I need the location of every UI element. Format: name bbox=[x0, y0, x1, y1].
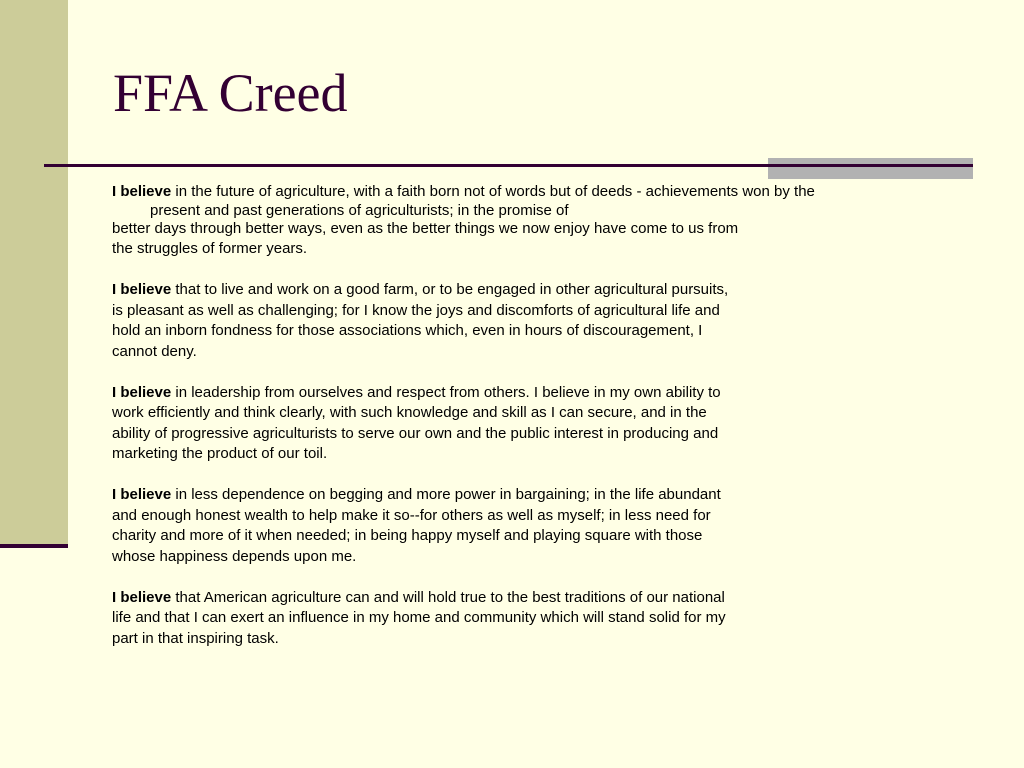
paragraph-line: marketing the product of our toil. bbox=[112, 445, 328, 462]
paragraph-line: charity and more of it when needed; in being happy myself and playing square with those bbox=[112, 527, 703, 544]
paragraph-line bbox=[112, 383, 942, 404]
paragraph-line: hold an inborn fondness for those associations which, even in hours of discouragement, I bbox=[112, 322, 703, 339]
creed-body bbox=[112, 182, 942, 670]
paragraph-lead: I believe bbox=[112, 183, 172, 200]
paragraph-line: cannot deny. bbox=[112, 342, 197, 360]
paragraph-line: is pleasant as well as challenging; for I know the joys and discomforts of agricultural life and bbox=[112, 301, 720, 319]
paragraph-text: in leadership from ourselves and respect from others. I believe in my own ability to bbox=[171, 383, 721, 401]
paragraph-lead: I believe bbox=[112, 588, 172, 606]
paragraph-text: in less dependence on begging and more power in bargaining; in the life abundant bbox=[171, 486, 721, 503]
paragraph-text: that American agriculture can and will hold true to the best traditions of our national bbox=[171, 588, 725, 606]
creed-paragraph-2 bbox=[112, 280, 942, 362]
creed-paragraph-3 bbox=[112, 383, 942, 465]
paragraph-line: present and past generations of agriculturists; in the promise of bbox=[150, 201, 569, 219]
decorative-gray-block bbox=[768, 158, 973, 179]
paragraph-line: better days through better ways, even as the better things we now enjoy have come to us from bbox=[112, 219, 739, 237]
paragraph-line bbox=[112, 182, 942, 203]
paragraph-line: and enough honest wealth to help make it so--for others as well as myself; in less need for bbox=[112, 506, 711, 524]
paragraph-line: whose happiness depends upon me. bbox=[112, 547, 357, 565]
paragraph-line: part in that inspiring task. bbox=[112, 629, 279, 647]
paragraph-line: the struggles of former years. bbox=[112, 240, 308, 257]
creed-paragraph-5 bbox=[112, 588, 942, 650]
creed-paragraph-4 bbox=[112, 485, 942, 567]
paragraph-text: in the future of agriculture, with a faith born not of words but of deeds - achievements won by the bbox=[171, 183, 815, 200]
left-accent-rule bbox=[0, 544, 68, 548]
paragraph-lead: I believe bbox=[112, 281, 172, 298]
paragraph-line bbox=[112, 280, 942, 301]
paragraph-line: work efficiently and think clearly, with such knowledge and skill as I can secure, and in the bbox=[112, 404, 707, 421]
left-accent-bar bbox=[0, 0, 68, 548]
paragraph-line: life and that I can exert an influence in my home and community which will stand solid for my bbox=[112, 609, 726, 626]
slide-title: FFA Creed bbox=[113, 63, 348, 123]
paragraph-line bbox=[112, 588, 942, 609]
paragraph-line bbox=[112, 485, 942, 506]
creed-paragraph-1 bbox=[112, 182, 942, 260]
paragraph-lead: I believe bbox=[112, 383, 172, 401]
paragraph-line: ability of progressive agriculturists to serve our own and the public interest in producing and bbox=[112, 424, 719, 442]
paragraph-lead: I believe bbox=[112, 486, 172, 503]
paragraph-text: that to live and work on a good farm, or to be engaged in other agricultural pursuits, bbox=[171, 281, 729, 298]
decorative-gray-block-rule bbox=[768, 164, 973, 167]
